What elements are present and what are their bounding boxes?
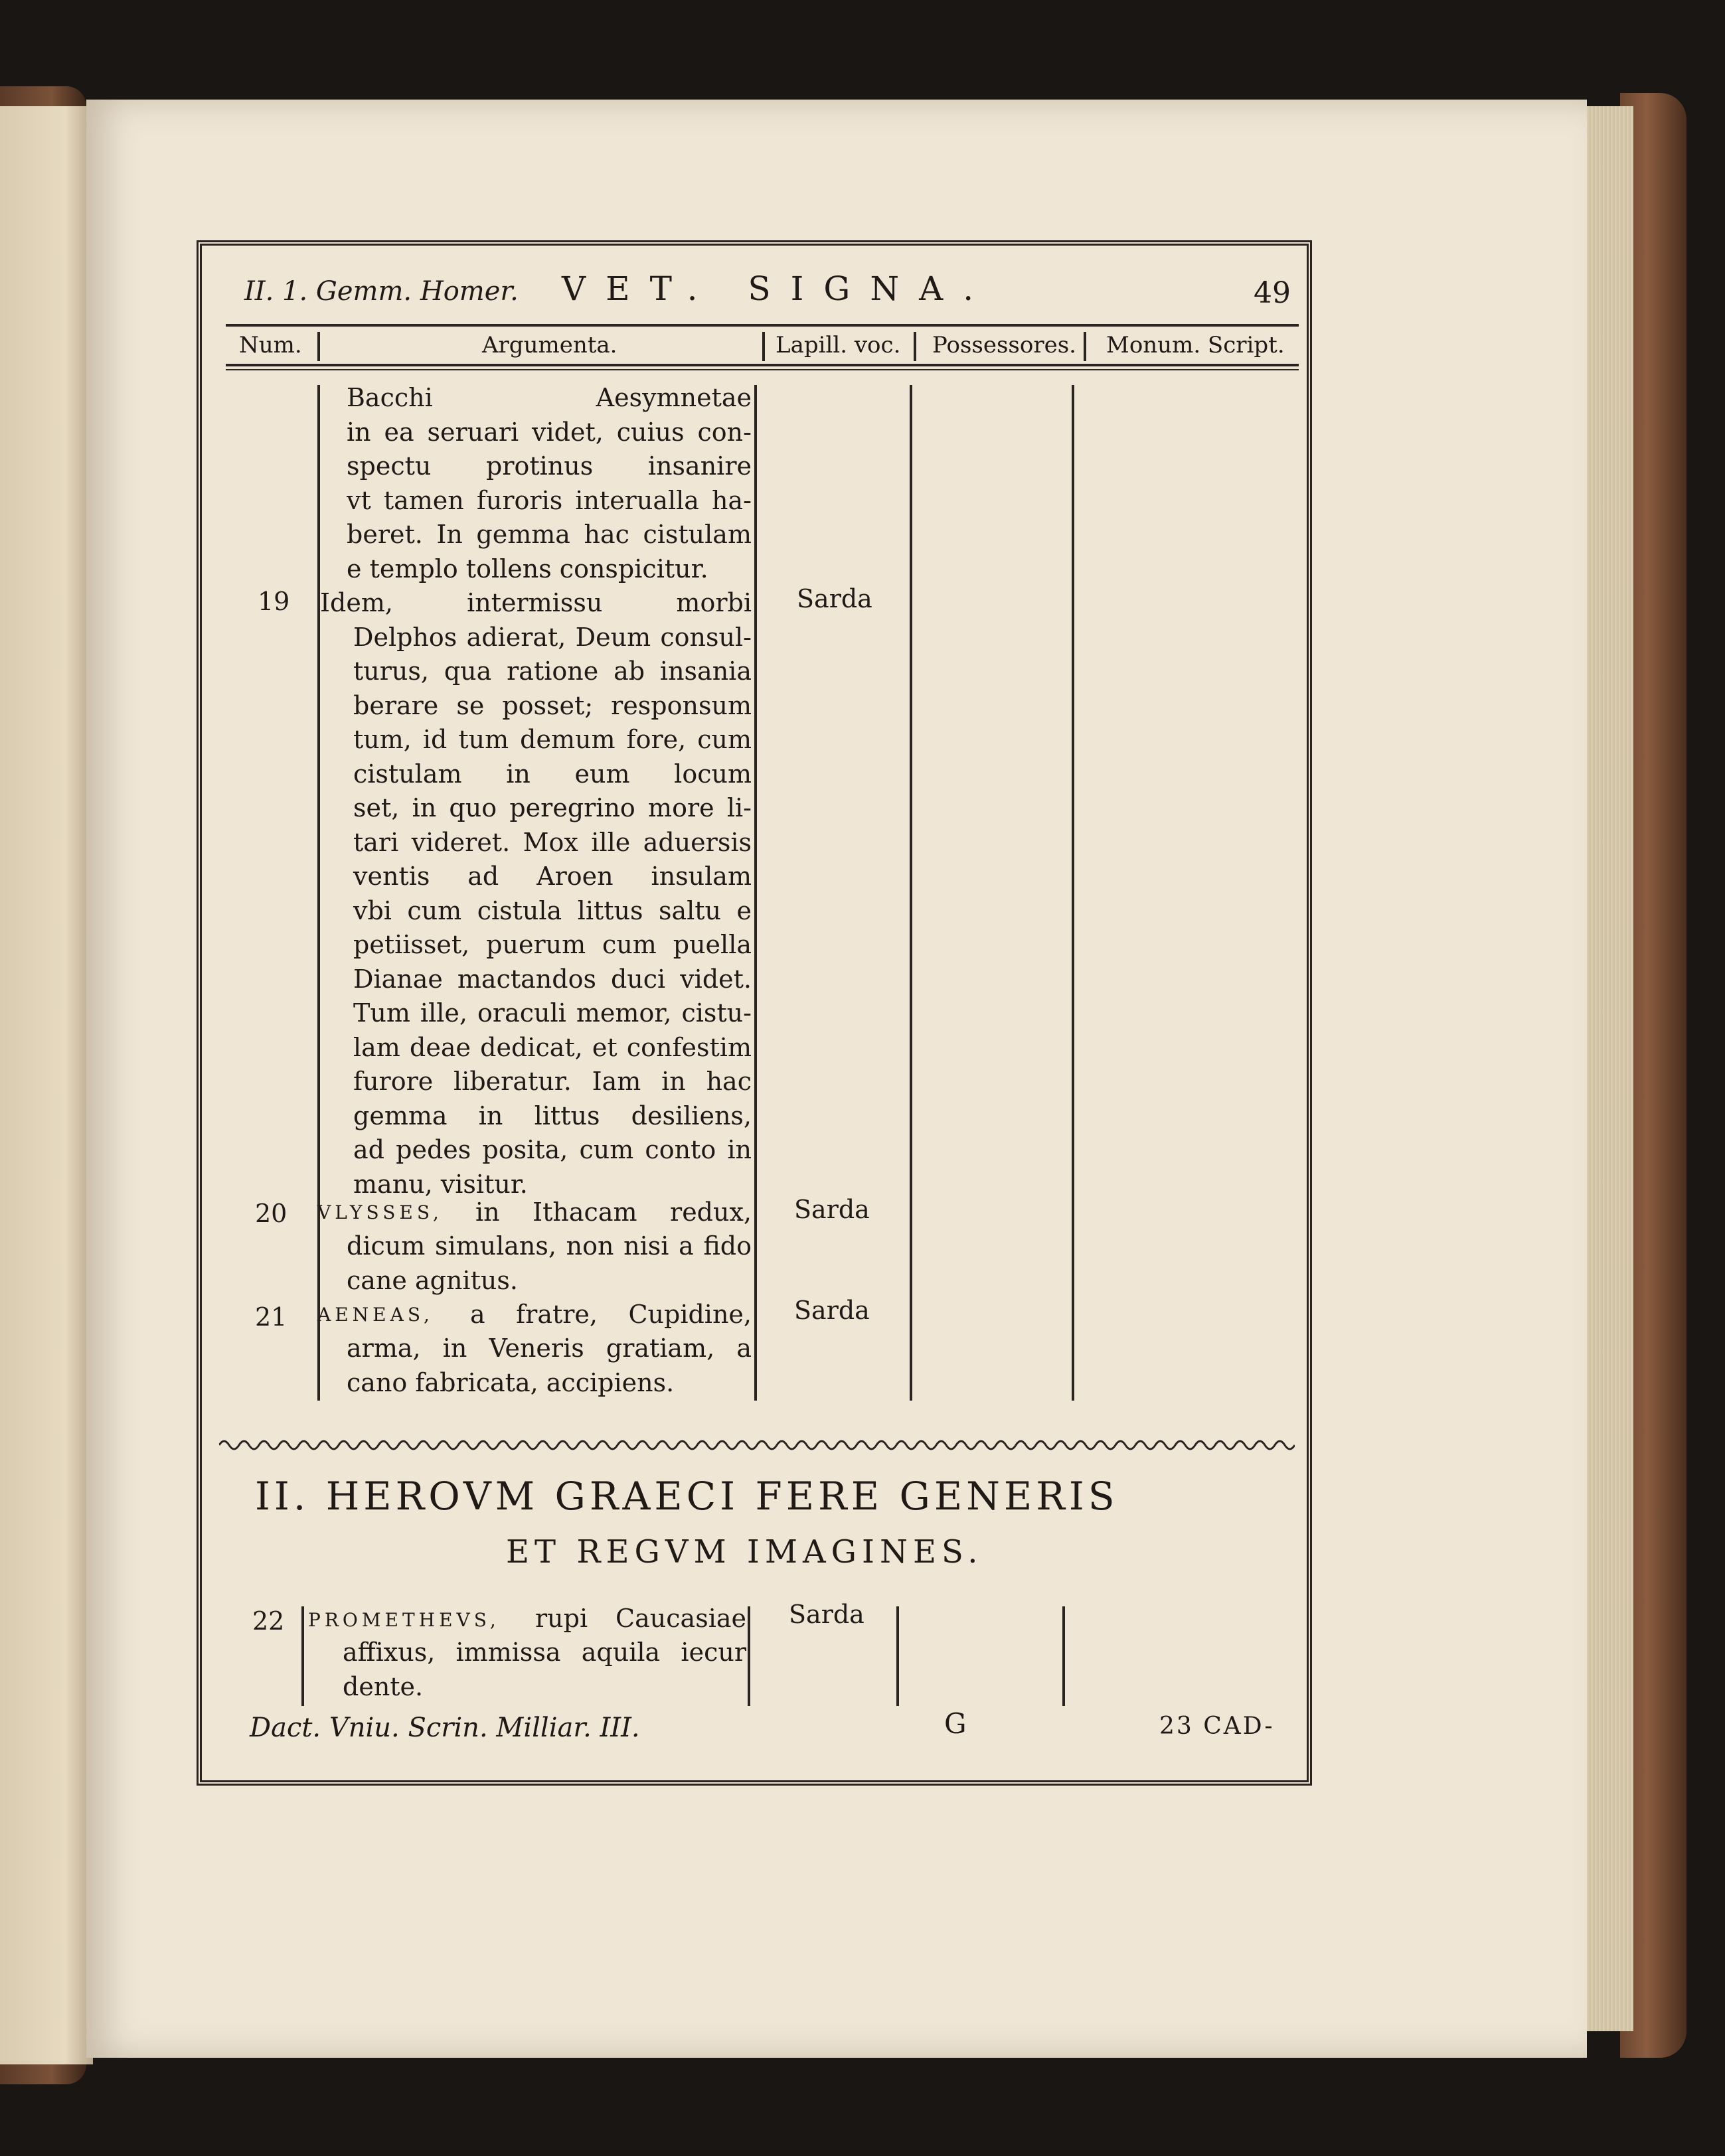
text-line: tari videret. Mox ille aduersis	[353, 827, 752, 857]
entry-lead-20: VLYSSES,	[317, 1201, 443, 1223]
text-line: vt tamen furoris interualla ha-	[347, 485, 752, 515]
section-subtitle: ET REGVM IMAGINES.	[506, 1533, 983, 1571]
entry-stone-21: Sarda	[794, 1296, 870, 1325]
column-header-possessores: Possessores.	[932, 332, 1076, 358]
column-header-argumenta: Argumenta.	[482, 332, 617, 358]
text-line: lam deae dedicat, et confestim	[353, 1032, 752, 1062]
text-line: tum, id tum demum fore, cum	[353, 725, 752, 754]
text-line: furore liberatur. Iam in hac	[353, 1067, 752, 1096]
signature-mark: G	[944, 1707, 967, 1740]
page-edges	[1580, 106, 1633, 2031]
text-line: turus, qua ratione ab insania	[353, 656, 752, 686]
column-divider-lapill	[910, 385, 912, 1401]
entry-argument-20	[475, 1195, 752, 1230]
header-divider-3	[914, 332, 916, 361]
column-header-lapill: Lapill. voc.	[776, 332, 901, 358]
column-header-num: Num.	[239, 332, 302, 358]
column-divider-argumenta	[754, 385, 757, 1401]
entry-stone-22: Sarda	[789, 1600, 864, 1629]
facing-page-left	[0, 106, 93, 2064]
text-line: rupi Caucasiae	[535, 1604, 746, 1633]
entry-stone-19: Sarda	[797, 584, 872, 613]
text-line: beret. In gemma hac cistulam	[347, 520, 752, 549]
text-line: Bacchi Aesymnetae	[347, 383, 752, 412]
text-line: in Ithacam redux,	[475, 1197, 752, 1227]
text-line: dicum simulans, non nisi a fido	[347, 1231, 752, 1261]
entry-argument-21	[470, 1298, 752, 1332]
lower-divider-argumenta	[748, 1606, 750, 1706]
running-header-left: II. 1. Gemm. Homer.	[244, 276, 519, 307]
entry-argument-continued	[347, 381, 752, 586]
entry-argument-19	[320, 586, 752, 1201]
entry-number-19: 19	[258, 587, 290, 616]
catchword: 23 CAD-	[1159, 1713, 1275, 1740]
entry-argument-21-cont	[347, 1332, 752, 1400]
entry-number-22: 22	[252, 1606, 285, 1636]
text-line: set, in quo peregrino more li-	[353, 793, 752, 822]
column-header-bottom-rule	[226, 364, 1299, 366]
header-divider-4	[1084, 332, 1086, 361]
lower-divider-possessores	[1062, 1606, 1065, 1706]
page-number: 49	[1254, 276, 1291, 310]
entry-stone-20: Sarda	[794, 1195, 870, 1224]
text-line: gemma in littus desiliens,	[353, 1101, 752, 1130]
text-line: dente.	[343, 1671, 424, 1701]
ornamental-wave-rule	[219, 1435, 1295, 1455]
section-title: II. HEROVM GRAECI FERE GENERIS	[255, 1474, 1119, 1519]
text-line: manu, visitur.	[353, 1169, 528, 1199]
column-header-top-rule	[226, 324, 1299, 327]
text-line: e templo tollens conspicitur.	[347, 554, 708, 583]
column-header-bottom-rule-2	[226, 369, 1299, 370]
entry-argument-22	[535, 1602, 746, 1636]
text-line: vbi cum cistula littus saltu e	[353, 895, 752, 925]
lower-divider-num	[301, 1606, 304, 1706]
text-line: arma, in Veneris gratiam, a	[347, 1334, 752, 1363]
text-line: affixus, immissa aquila iecur	[343, 1638, 746, 1667]
entry-number-21: 21	[255, 1302, 288, 1332]
entry-lead-22: PROMETHEVS,	[308, 1609, 500, 1631]
text-line: Delphos adierat, Deum consul-	[353, 622, 752, 652]
text-line: Idem, intermissu morbi	[320, 588, 752, 617]
entry-argument-22-cont	[343, 1636, 746, 1704]
entry-number-20: 20	[255, 1199, 288, 1228]
header-divider-2	[762, 332, 765, 361]
text-line: petiisset, puerum cum puella	[353, 930, 752, 959]
text-line: cano fabricata, accipiens.	[347, 1367, 675, 1397]
text-line: Tum ille, oraculi memor, cistu-	[353, 998, 752, 1028]
running-header-title: VET. SIGNA.	[562, 270, 994, 308]
text-line: a fratre, Cupidine,	[470, 1300, 752, 1329]
text-line: cane agnitus.	[347, 1265, 518, 1295]
entry-argument-20-cont	[347, 1229, 752, 1298]
text-line: in ea seruari videt, cuius con-	[347, 417, 752, 447]
column-header-monum: Monum. Script.	[1106, 332, 1285, 358]
text-line: Dianae mactandos duci videt.	[353, 964, 752, 994]
footer-left: Dact. Vniu. Scrin. Milliar. III.	[250, 1713, 640, 1743]
text-line: ventis ad Aroen insulam	[353, 862, 752, 891]
text-line: cistulam in eum locum	[353, 759, 752, 789]
text-line: spectu protinus insanire	[347, 451, 752, 481]
text-line: berare se posset; responsum	[353, 690, 752, 720]
text-line: ad pedes posita, cum conto in	[353, 1135, 752, 1164]
header-divider-1	[317, 332, 320, 361]
lower-divider-lapill	[896, 1606, 899, 1706]
entry-lead-21: AENEAS,	[317, 1304, 434, 1326]
column-divider-possessores	[1072, 385, 1074, 1401]
